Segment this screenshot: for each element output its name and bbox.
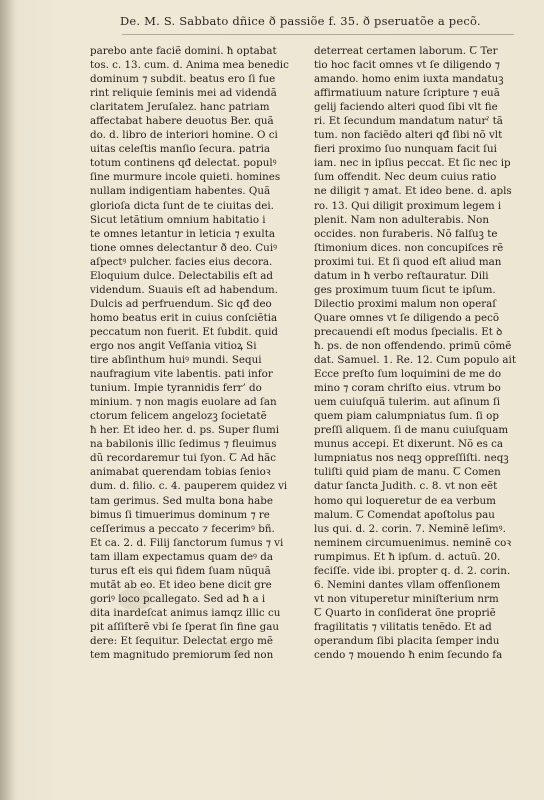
text-line: tam gerimus. Sed multa bona habe [90, 494, 273, 507]
text-line: malum. Ꞇ Comendat apoſtolus pau [314, 508, 495, 521]
text-line: dominum ⁊ subdit. beatus ero ſi fue [90, 73, 276, 86]
text-line: munus accepi. Et dixerunt. Nõ es ca [314, 438, 504, 451]
text-line: Eloquium dulce. Delectabilis eſt ad [90, 269, 273, 282]
running-header: De. M. S. Sabbato dñice ð passiõe f. 35. ð pseruatõe a pecõ. [120, 14, 481, 28]
text-line: ceſſerimus a peccato ⁊ fecerimꝰ bñ. [90, 522, 275, 535]
text-line: aſpectꝰ pulcher. facies eius decora. [90, 255, 273, 268]
text-line: nullam indigentiam habentes. Quã [90, 185, 271, 198]
text-line: cendo ⁊ mouendo ħ enim ſecundo fa [314, 649, 503, 662]
text-line: tam illam expectamus quam deꝰ da [90, 550, 273, 563]
text-line: ne diligit ⁊ amat. Et ideo bene. d. apls [314, 185, 512, 198]
text-line: ro. 13. Qui diligit proximum legem i [314, 199, 502, 212]
text-line: tuliſti quid piam de manu. Ꞇ Comen [314, 466, 501, 479]
text-line: operandum ſibi placita ſemper indu [314, 634, 500, 647]
text-line: ctorum felicem angelozꝫ ſocietatẽ [90, 410, 267, 423]
text-line: Sicut letãtium omnium habitatio i [90, 213, 266, 226]
text-line: tos. c. 13. cum. d. Anima mea benedic [90, 59, 289, 72]
text-line: do. d. libro de interiori homine. O ci [90, 129, 278, 142]
text-line: gelij faciendo alteri quod ſibi vlt fie [314, 101, 498, 114]
text-line: Ecce preſto ſum loquimini de me do [314, 368, 502, 381]
text-line: parebo ante faciẽ domini. ħ optabat [90, 45, 277, 57]
text-line: plenit. Nam non adulterabis. Non [314, 213, 490, 226]
text-line: rint reliquie ſeminis mei ad videndã [90, 87, 277, 100]
text-line: tum. non faciẽdo alteri qđ ſibi nõ vlt [314, 129, 503, 142]
text-line: affectabat habere deuotus Ber. quã [90, 115, 274, 128]
text-line: ges proximum tuum ſicut te ipſum. [314, 283, 496, 296]
text-line: mutãt ab eo. Et ideo bene dicit gre [90, 578, 272, 591]
text-line: peccatum non fuerit. Et ſubdit. quid [90, 325, 278, 338]
text-line: Quare omnes vt ſe diligendo a pecõ [314, 311, 500, 324]
text-line: ſum offendit. Nec deum cuius ratio [314, 171, 497, 184]
text-line: Dilectio proximi malum non operaſ [314, 297, 497, 310]
text-line: tem magnitudo premiorum ſed non [90, 649, 274, 662]
text-line: preſſi aliquem. ſi de manu cuiuſquam [314, 424, 509, 437]
text-line: occides. non furaberis. Nõ falſuꝫ te [314, 227, 498, 240]
text-line: ergo nos angit Veſſania vitioꝝ Si [90, 339, 257, 352]
text-line: homo qui loqueretur de ea verbum [314, 494, 496, 507]
text-line: glorioſa dicta ſunt de te ciuitas dei. [90, 199, 274, 212]
text-line: quem piam calumpniatus ſum. ſi op [314, 410, 499, 423]
right-text-column [314, 44, 528, 662]
text-line: dita inardeſcat animus iamqz illic cu [90, 606, 281, 619]
text-line: datum in ħ verbo reſtauratur. Dili [314, 269, 489, 282]
text-line: tione omnes delectantur ð deo. Cuiꝰ [90, 241, 278, 254]
text-line: pit aſſiſterẽ vbi ſe ſperat ſin fine gau [90, 620, 280, 633]
left-text-column [90, 44, 304, 662]
text-line: feciſſe. vide ibi. propter q. d. 2. corin. [314, 564, 511, 577]
text-line: 6. Nemini dantes vllam offenſionem [314, 578, 501, 591]
text-line: tire abſinthum huiꝰ mundi. Sequi [90, 354, 262, 367]
text-line: ſine murmure incole quieti. homines [90, 171, 281, 184]
text-line: Dulcis ad perfruendum. Sic qđ deo [90, 297, 272, 310]
text-line: lus qui. d. 2. corin. 7. Neminẽ leſimꝰ. [314, 522, 506, 535]
text-line: Ꞇ Quarto in conſiderat õne propriẽ [314, 606, 496, 619]
text-line: na babilonis illic ſedimus ⁊ fleuimus [90, 438, 277, 451]
text-line: goriꝰ loco pcallegato. Sed ad ħ a i [90, 592, 266, 605]
header-rule [122, 34, 514, 35]
text-line: neminem circumuenimus. neminẽ coꝛ [314, 536, 512, 549]
text-line: precauendi eſt modus ſpecialis. Et ꝺ [314, 325, 503, 338]
text-line: animabat querendam tobias ſenioꝛ [90, 466, 271, 479]
text-line: ħ her. Et ideo her. d. ps. Super flumi [90, 424, 280, 437]
text-line: totum continens qđ delectat. populꝰ [90, 157, 277, 170]
text-line: turus eſt eis qui fidem ſuam nũquã [90, 564, 271, 577]
text-line: mino ⁊ coram chriſto eius. vtrum bo [314, 382, 501, 395]
text-line: dũ recordaremur tui ſyon. Ꞇ Ad hãc [90, 452, 277, 465]
text-line: lumpniatus nos neqꝫ oppreſſiſti. neqꝫ [314, 452, 509, 465]
text-line: naufragium vite labentis. pati infor [90, 368, 273, 381]
text-line: rumpimus. Et ħ ipſum. d. actuũ. 20. [314, 550, 501, 563]
text-line: dere: Et ſequitur. Delectat ergo mẽ [90, 634, 274, 647]
text-line: dat. Samuel. 1. Re. 12. Cum populo ait [314, 354, 516, 367]
text-line: homo beatus erit in cuius conſciẽtia [90, 311, 278, 324]
text-line: deterreat certamen laborum. Ꞇ Ter [314, 45, 498, 57]
text-line: amando. homo enim iuxta mandatuꝫ [314, 73, 504, 86]
text-line: datur ſancta Judith. c. 8. vt non eẽt [314, 480, 498, 493]
page-gutter-shadow [0, 0, 14, 800]
text-line: affirmatiuum nature ſcripture ⁊ euã [314, 87, 500, 100]
text-line: videndum. Suauis eſt ad habendum. [90, 283, 278, 296]
text-line: claritatem Jeruſalez. hanc patriam [90, 101, 270, 114]
text-line: uem cuiuſquã tulerim. aut aſinum ſi [314, 396, 501, 409]
text-line: dum. d. filio. c. 4. pauperem quidez vi [90, 480, 288, 493]
text-line: ſtimonium dices. non concupiſces rẽ [314, 241, 504, 254]
text-line: fragilitatis ⁊ vilitatis tenẽdo. Et ad [314, 620, 492, 633]
text-line: ri. Et ſecundum mandatum naturˀ tã [314, 115, 503, 128]
text-line: fieri proximo ſuo nunquam facit ſui [314, 143, 497, 156]
text-line: uitas celeſtis manſio ſecura. patria [90, 143, 271, 156]
text-line: Et ca. 2. d. Filij ſanctorum ſumus ⁊ vi [90, 536, 284, 549]
text-line: te omnes letantur in leticia ⁊ exulta [90, 227, 275, 240]
text-line: vt non vituperetur miniſterium nrm [314, 592, 499, 605]
text-line: ħ. ps. de non offendendo. primũ cõmẽ [314, 339, 512, 352]
text-line: proximi tui. Et ſi quod eſt aliud man [314, 255, 502, 268]
text-line: tio hoc facit omnes vt ſe diligendo ⁊ [314, 59, 500, 72]
text-line: tunium. Impie tyrannidis ferr’ do [90, 382, 262, 395]
text-line: iam. nec in ipſius peccat. Et ſic nec ip [314, 157, 511, 170]
text-line: bimus ſi timuerimus dominum ⁊ re [90, 508, 270, 521]
text-line: minium. ⁊ non magis euolare ad ſan [90, 396, 277, 409]
